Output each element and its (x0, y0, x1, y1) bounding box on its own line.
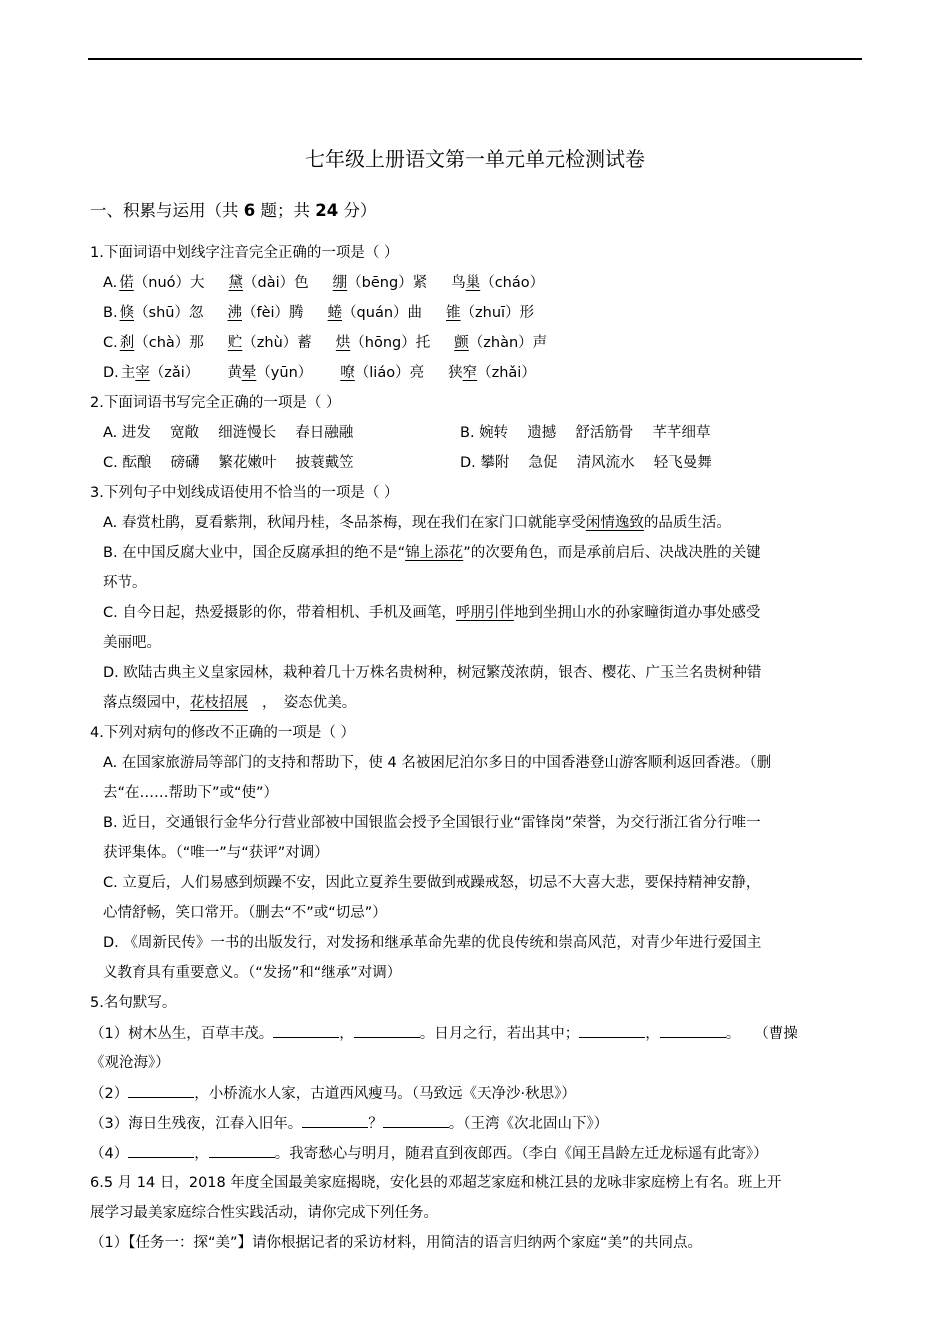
question-3-option-c-cont: 美丽吧。 (103, 635, 161, 651)
answer-blank[interactable] (128, 1143, 194, 1158)
question-4-option-b: B. 近日，交通银行金华分行营业部被中国银监会授予全国银行业“雷锋岗”荣誉，为交行浙江省分行唯一 (103, 815, 761, 831)
answer-blank[interactable] (209, 1143, 275, 1158)
answer-blank[interactable] (383, 1113, 449, 1128)
question-2-option-b: B. 婉转 遗撼 舒活筋骨 芊芊细草 (460, 425, 711, 441)
question-3-option-d: D. 欧陆古典主义皇家园林，栽种着几十万株名贵树种，树冠繁茂浓荫，银杏、樱花、广玉兰名贵树种错 (103, 665, 762, 681)
answer-blank[interactable] (660, 1023, 726, 1038)
question-4-stem: 4.下列对病句的修改不正确的一项是（ ） (90, 725, 355, 741)
answer-blank[interactable] (579, 1023, 645, 1038)
answer-blank[interactable] (354, 1023, 420, 1038)
header-rule (88, 58, 862, 60)
question-1-option-d: D. 主宰（zǎi） 黄晕（yūn） 嘹（liáo）亮 狭窄（zhǎi） (103, 365, 536, 381)
question-4-option-c: C. 立夏后，人们易感到烦躁不安，因此立夏养生要做到戒躁戒怒，切忌不大喜大悲，要保持精神安静， (103, 875, 761, 891)
question-2-option-c: C. 酝酿 磅礴 繁花嫩叶 披蓑戴笠 (103, 455, 354, 471)
question-6-intro: 6.5 月 14 日，2018 年度全国最美家庭揭晓，安化县的邓超芝家庭和桃江县的龙咏非家庭榜上有名。班上开 (90, 1175, 782, 1191)
question-3-option-b: B. 在中国反腐大业中，国企反腐承担的绝不是“锦上添花”的次要角色，而是承前启后、决战决胜的关键 (103, 545, 761, 561)
question-3-stem: 3.下列句子中划线成语使用不恰当的一项是（ ） (90, 485, 399, 501)
question-3-option-b-cont: 环节。 (103, 575, 147, 591)
question-1-option-b: B. 倏（shū）忽 沸（fèi）腾 蜷（quán）曲 锥（zhuī）形 (103, 305, 535, 321)
question-5-stem: 5.名句默写。 (90, 995, 177, 1011)
question-1-option-a: A. 偌（nuó）大 黛（dài）色 绷（bēng）紧 鸟巢（cháo） (103, 275, 545, 291)
question-5-item-1: （1）树木丛生，百草丰茂。 ， 。日月之行，若出其中； ， 。 （曹操 (90, 1023, 798, 1044)
question-3-option-d-cont: 落点缀园中，花枝招展 ， 姿态优美。 (103, 695, 357, 711)
question-5-item-4: （4） ， 。我寄愁心与明月，随君直到夜郎西。（李白《闻王昌龄左迁龙标遥有此寄》） (90, 1143, 768, 1164)
page-title: 七年级上册语文第一单元单元检测试卷 (305, 147, 645, 171)
question-2-option-d: D. 攀附 急促 清风流水 轻飞曼舞 (460, 455, 712, 471)
question-5-item-2: （2） ，小桥流水人家，古道西风瘦马。（马致远《天净沙·秋思》） (90, 1083, 576, 1104)
section-heading: 一、积累与运用（共 6 题；共 24 分） (90, 201, 377, 220)
answer-blank[interactable] (273, 1023, 339, 1038)
question-5-item-3: （3）海日生残夜，江春入旧年。 ？ 。（王湾《次北固山下》） (90, 1113, 608, 1134)
question-1-option-c: C. 刹（chà）那 贮（zhù）蓄 烘（hōng）托 颤（zhàn）声 (103, 335, 548, 351)
question-2-stem: 2.下面词语书写完全正确的一项是（ ） (90, 395, 341, 411)
question-1-stem: 1.下面词语中划线字注音完全正确的一项是（ ） (90, 245, 399, 261)
answer-blank[interactable] (128, 1083, 194, 1098)
question-4-option-a: A. 在国家旅游局等部门的支持和帮助下，使 4 名被困尼泊尔多日的中国香港登山游客顺利返回香港。（删 (103, 755, 772, 771)
question-4-option-d-cont: 义教育具有重要意义。（“发扬”和“继承”对调） (103, 965, 402, 981)
question-3-option-a: A. 春赏杜鹃，夏看紫荆，秋闻丹桂，冬品茶梅，现在我们在家门口就能享受闲情逸致的品质生活。 (103, 515, 731, 531)
question-5-item-1-cont: 《观沧海》） (90, 1055, 170, 1071)
question-4-option-a-cont: 去“在……帮助下”或“使”） (103, 785, 279, 801)
question-6-intro-cont: 展学习最美家庭综合性实践活动，请你完成下列任务。 (90, 1205, 438, 1221)
question-2-option-a: A. 进发 宽敞 细涟慢长 春日融融 (103, 425, 354, 441)
question-4-option-b-cont: 获评集体。（“唯一”与“获评”对调） (103, 845, 329, 861)
question-4-option-c-cont: 心情舒畅，笑口常开。（删去“不”或“切忌”） (103, 905, 387, 921)
question-4-option-d: D. 《周新民传》一书的出版发行，对发扬和继承革命先辈的优良传统和崇高风范，对青少年进行爱国主 (103, 935, 762, 951)
answer-blank[interactable] (302, 1113, 368, 1128)
question-6-task-1: （1）【任务一：探“美”】请你根据记者的采访材料，用简洁的语言归纳两个家庭“美”的共同点。 (90, 1235, 703, 1251)
question-3-option-c: C. 自今日起，热爱摄影的你，带着相机、手机及画笔，呼朋引伴地到坐拥山水的孙家疃街道办事处感受 (103, 605, 761, 621)
